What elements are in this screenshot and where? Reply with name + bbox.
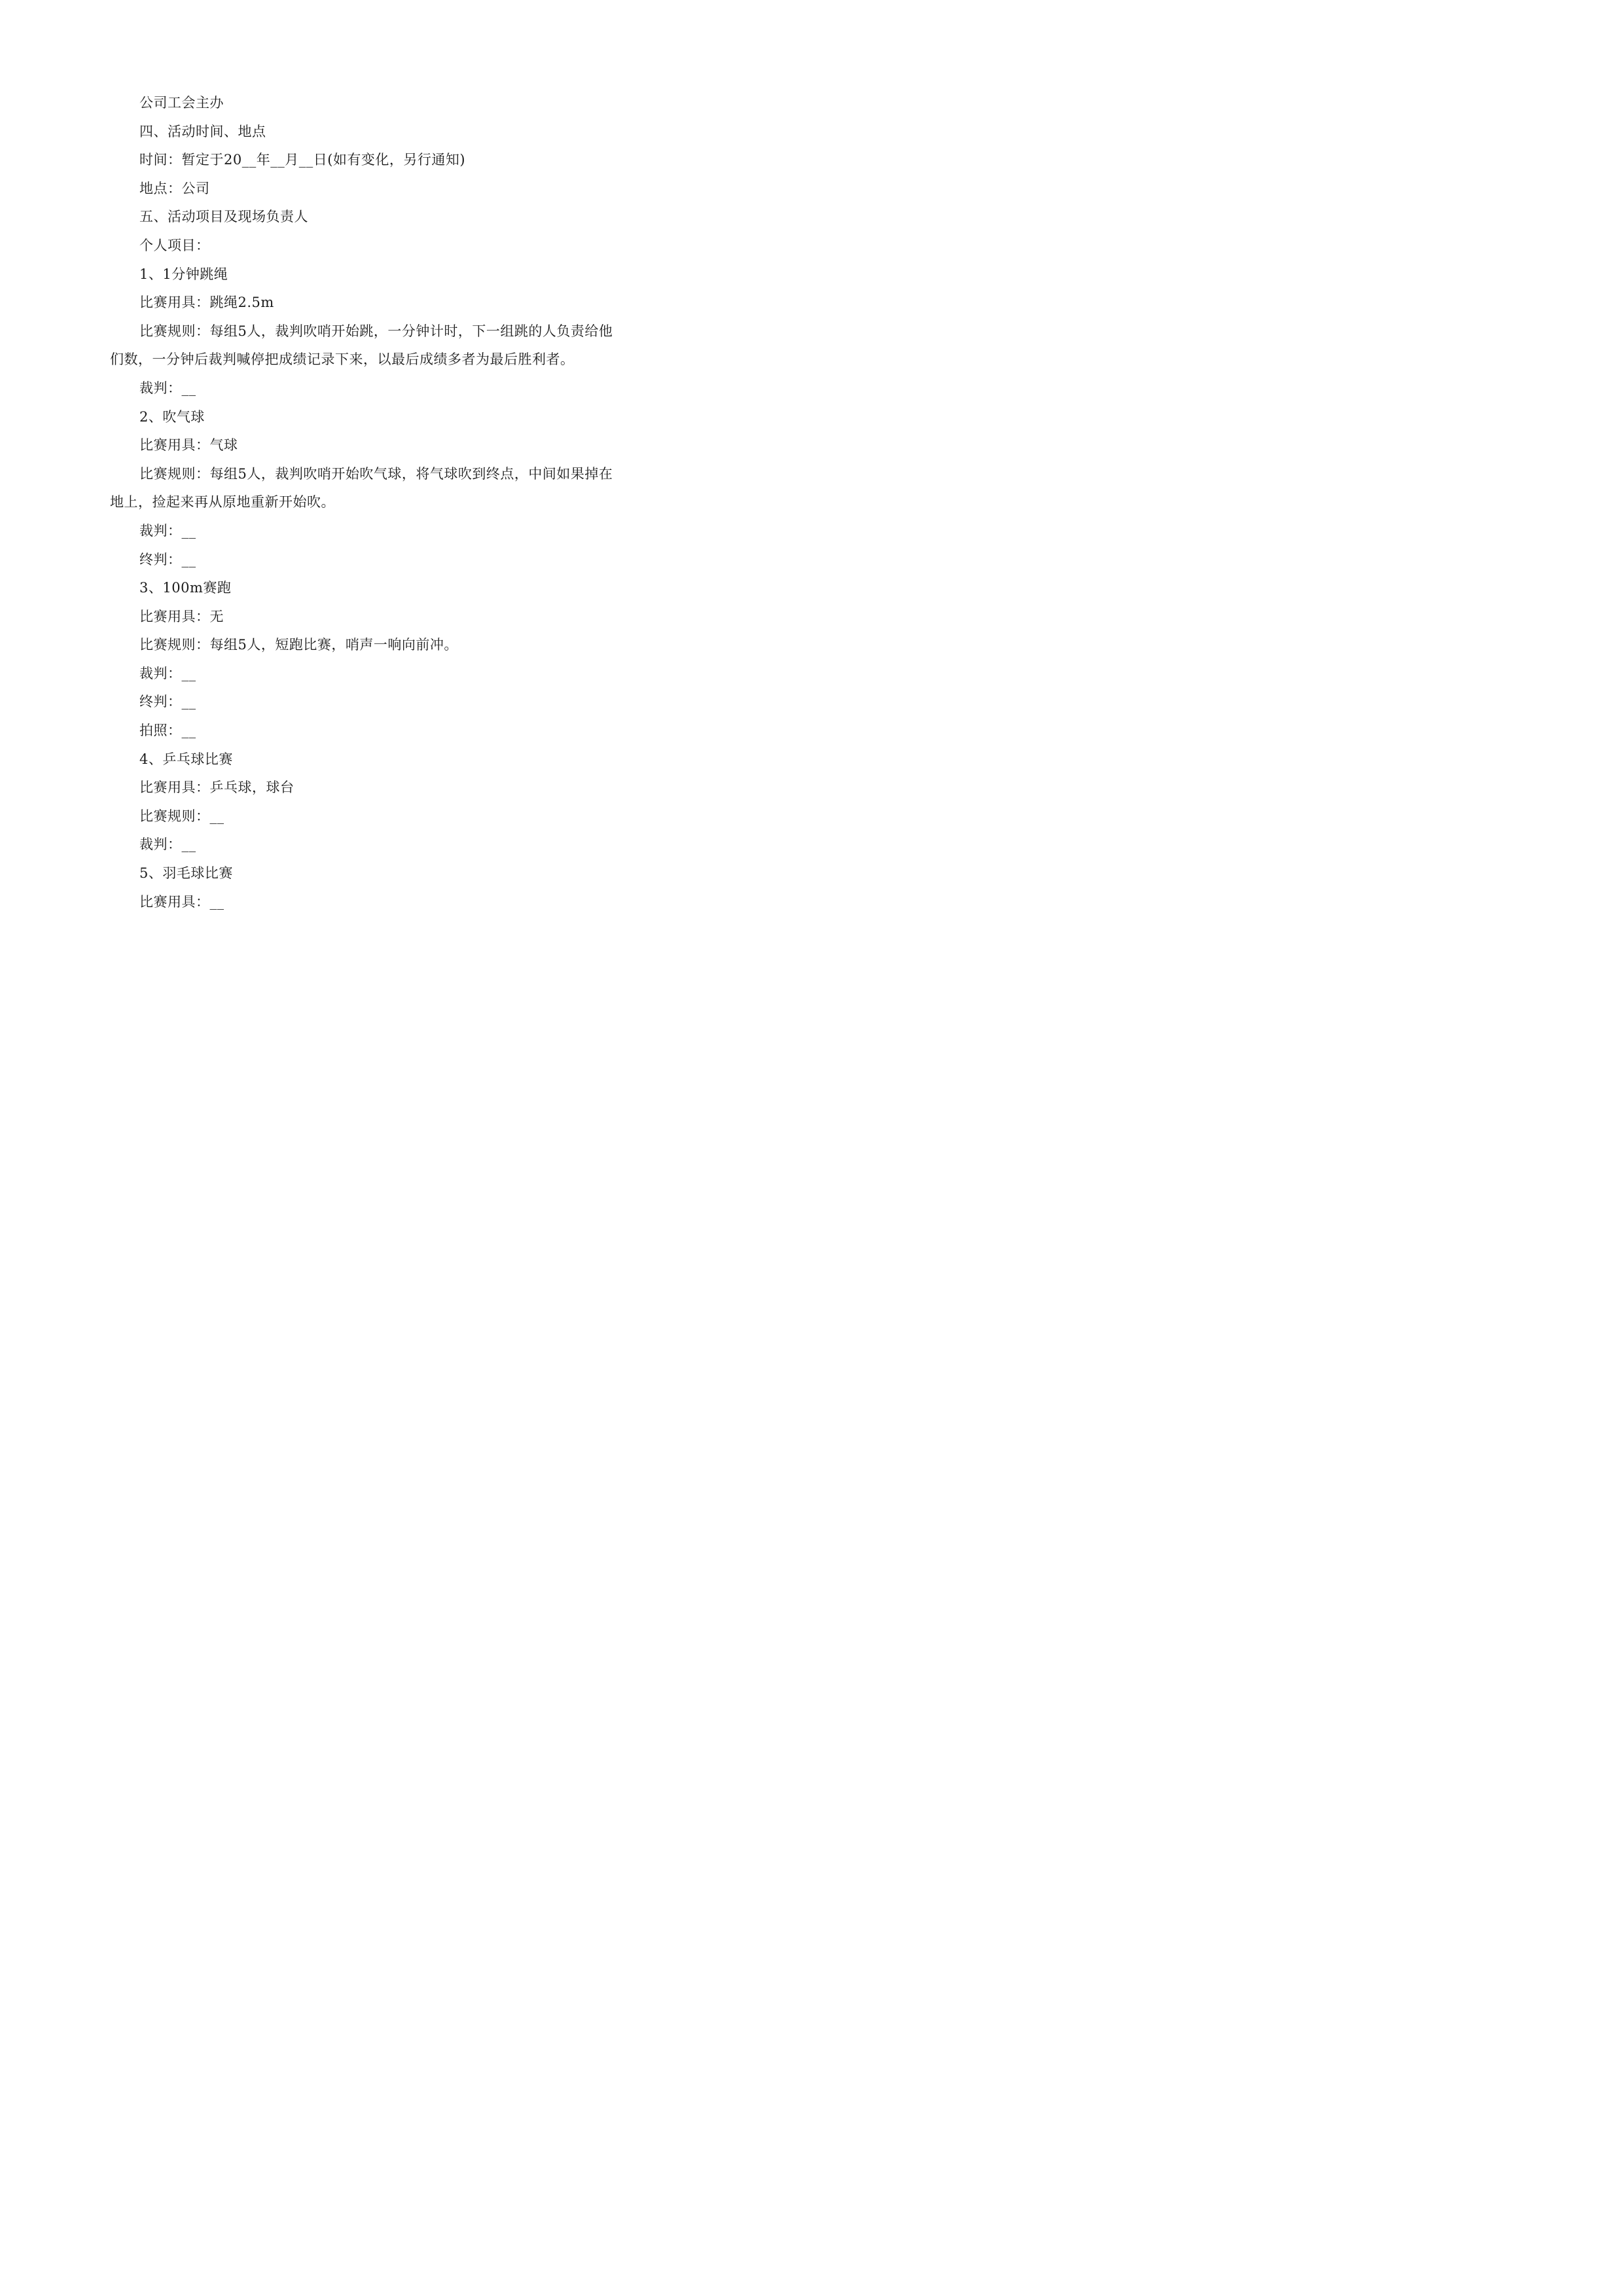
- individual-events-heading: 个人项目：: [139, 237, 210, 253]
- event-3-photographer: 拍照：__: [139, 723, 196, 739]
- section-heading-time-place: 四、活动时间、地点: [139, 123, 266, 139]
- event-1-referee: 裁判：__: [139, 380, 196, 396]
- event-3-rules: 比赛规则：每组5人，短跑比赛，哨声一响向前冲。: [139, 637, 458, 653]
- event-1-rules: 比赛规则：每组5人，裁判吹哨开始跳，一分钟计时，下一组跳的人负责给他们数，一分钟后裁判喊停把成绩记录下来，以最后成绩多者为最后胜利者。: [110, 323, 613, 368]
- event-5-equipment: 比赛用具：__: [139, 893, 224, 910]
- organizer-line: 公司工会主办: [139, 95, 224, 111]
- event-2-rules: 比赛规则：每组5人，裁判吹哨开始吹气球，将气球吹到终点，中间如果掉在地上，捡起来再从原地重新开始吹。: [110, 465, 613, 511]
- event-2-final-judge: 终判：__: [139, 551, 196, 567]
- time-line: 时间：暂定于20__年__月__日(如有变化，另行通知): [139, 152, 466, 168]
- section-heading-events: 五、活动项目及现场负责人: [139, 209, 308, 225]
- event-5-title: 5、羽毛球比赛: [139, 865, 233, 882]
- event-3-title: 3、100m赛跑: [139, 580, 232, 596]
- event-4-referee: 裁判：__: [139, 836, 196, 853]
- event-4-equipment: 比赛用具：乒乓球，球台: [139, 780, 294, 796]
- event-3-final-judge: 终判：__: [139, 694, 196, 710]
- document-page: [0, 0, 725, 1026]
- event-4-title: 4、乒乓球比赛: [139, 751, 233, 767]
- event-1-title: 1、1分钟跳绳: [139, 266, 228, 282]
- document-body: [110, 89, 618, 916]
- event-2-referee: 裁判：__: [139, 522, 196, 539]
- event-2-title: 2、吹气球: [139, 408, 205, 425]
- event-3-equipment: 比赛用具：无: [139, 608, 224, 624]
- event-3-referee: 裁判：__: [139, 665, 196, 681]
- event-2-equipment: 比赛用具：气球: [139, 437, 238, 454]
- place-line: 地点：公司: [139, 180, 210, 196]
- event-1-equipment: 比赛用具：跳绳2.5m: [139, 295, 274, 311]
- event-4-rules: 比赛规则：__: [139, 808, 224, 824]
